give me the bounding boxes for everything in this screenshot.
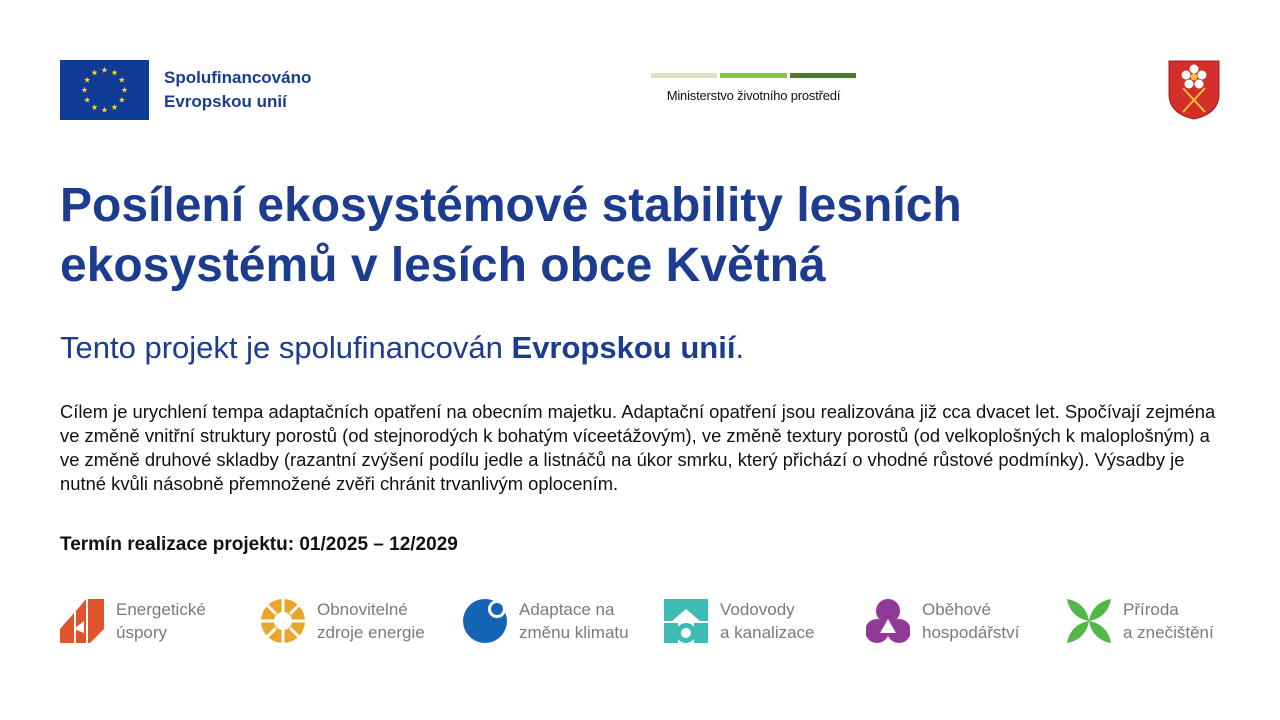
eu-cofinanced-logo (60, 60, 311, 120)
climate-adaptation-icon (463, 599, 507, 643)
category-label (720, 598, 815, 644)
category-nature-pollution (1067, 598, 1214, 644)
eu-star-icon (101, 107, 107, 113)
ministry-bar-light (651, 73, 717, 78)
funding-statement-suffix: . (735, 330, 745, 365)
eu-star-icon (91, 69, 97, 75)
ministry-bar-dark (790, 73, 856, 78)
eu-star-icon (119, 77, 125, 83)
category-label-line2: hospodářství (922, 623, 1020, 642)
category-label (116, 598, 206, 644)
project-description: Cílem je urychlení tempa adaptačních opatření na obecním majetku. Adaptační opatření jsou realizována již cca dvacet let. Spočívají zejména ve změně vnitřní struktury porostů (od stejnorodých k bohatým víceetážovým), ve změně textury porostů (od velkoplošných k maloplošným) a ve změně druhové skladby (razantní zvýšení podílu jedle a listnáčů na úkor smrku, který přichází o vhodné růstové podmínky). Výsadby je nutné kvůli násobně přemnožené zvěři chránit trvanlivým oplocením. (60, 401, 1216, 494)
category-label (317, 598, 425, 644)
ministry-logo (651, 73, 856, 103)
eu-star-icon (111, 69, 117, 75)
category-label (519, 598, 629, 644)
category-water-sewer (664, 598, 815, 644)
category-label-line1: Obnovitelné (317, 600, 408, 619)
ministry-logo-bars (651, 73, 856, 78)
category-energy-savings (60, 598, 206, 644)
funding-statement-eu: Evropskou unií (511, 330, 736, 365)
eu-star-icon (81, 87, 87, 93)
renewable-energy-icon (261, 599, 305, 643)
eu-star-icon (101, 67, 107, 73)
water-sewer-icon (664, 599, 708, 643)
eu-star-icon (91, 104, 97, 110)
category-label (1123, 598, 1214, 644)
nature-pollution-icon (1067, 599, 1111, 643)
category-label-line2: zdroje energie (317, 623, 425, 642)
page-title: Posílení ekosystémové stability lesních ekosystémů v lesích obce Květná (60, 179, 962, 292)
category-label-line1: Adaptace na (519, 600, 615, 619)
eu-logo-line2: Evropskou unií (164, 92, 287, 111)
ministry-name: Ministerstvo životního prostředí (666, 88, 841, 103)
circular-economy-icon (866, 599, 910, 643)
crest-icon (1168, 60, 1220, 120)
project-term: Termín realizace projektu: 01/2025 – 12/2029 (60, 534, 458, 555)
eu-logo-text (164, 66, 311, 114)
category-label-line2: změnu klimatu (519, 623, 629, 642)
ministry-bar-mid (720, 73, 786, 78)
category-label-line1: Příroda (1123, 600, 1179, 619)
category-climate-adaptation (463, 598, 629, 644)
eu-star-icon (84, 97, 90, 103)
eu-star-icon (84, 77, 90, 83)
eu-star-icon (119, 97, 125, 103)
funding-statement (60, 328, 744, 368)
category-renewable-energy (261, 598, 425, 644)
category-label-line1: Oběhové (922, 600, 991, 619)
category-label-line2: úspory (116, 623, 168, 642)
category-label-line2: a kanalizace (720, 623, 815, 642)
category-label-line2: a znečištění (1123, 623, 1214, 642)
eu-star-icon (121, 87, 127, 93)
eu-star-icon (111, 104, 117, 110)
category-label-line1: Vodovody (720, 600, 795, 619)
category-label (922, 598, 1019, 644)
eu-flag-icon (60, 60, 149, 120)
category-row (60, 598, 1220, 644)
eu-logo-line1: Spolufinancováno (164, 68, 312, 87)
energy-savings-icon (60, 599, 104, 643)
category-label-line1: Energetické (116, 600, 206, 619)
category-circular-economy (866, 598, 1019, 644)
funding-statement-prefix: Tento projekt je spolufinancován (60, 330, 512, 365)
